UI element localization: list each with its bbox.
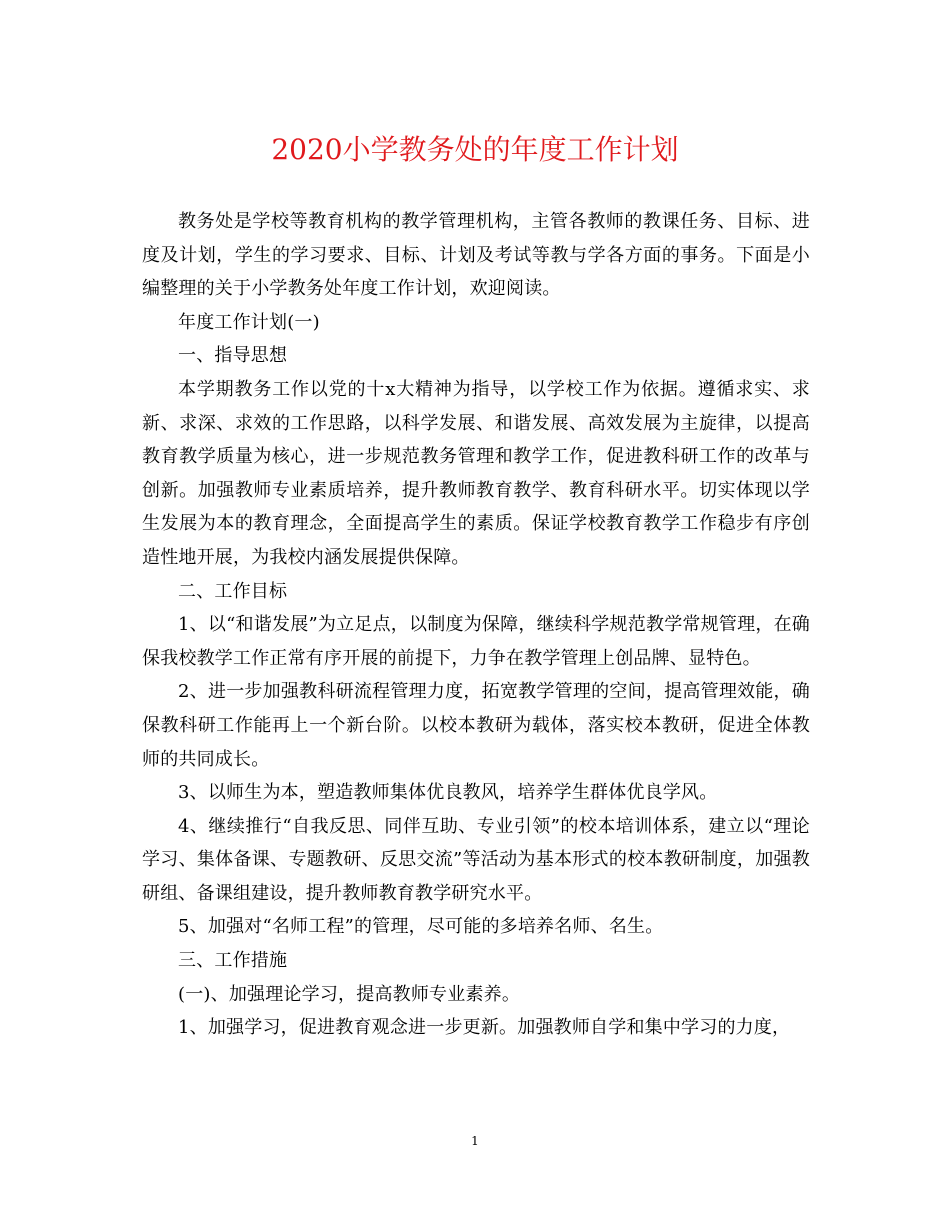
measure-item-1: 1、加强学习，促进教育观念进一步更新。加强教师自学和集中学习的力度， (178, 1017, 791, 1039)
section-heading-work-measures: 三、工作措施 (178, 950, 288, 972)
goal-item-5: 5、加强对“名师工程”的管理，尽可能的多培养名师、名生。 (178, 916, 664, 938)
section-heading-guiding-ideology: 一、指导思想 (178, 345, 288, 367)
document-body (142, 205, 810, 1045)
guiding-ideology-paragraph: 本学期教务工作以党的十x大精神为指导，以学校工作为依据。遵循求实、求新、求深、求效的工作思路，以科学发展、和谐发展、高效发展为主旋律，以提高教育教学质量为核心，进一步规范教务管理和教学工作，促进教科研工作的改革与创新。加强教师专业素质培养，提升教师教育教学、教育科研水平。切实体现以学生发展为本的教育理念，全面提高学生的素质。保证学校教育教学工作稳步有序创造性地开展，为我校内涵发展提供保障。 (142, 378, 810, 568)
page-number: 1 (471, 1134, 479, 1148)
measure-subheading-1: (一)、加强理论学习，提高教师专业素养。 (178, 983, 521, 1005)
goal-item-4: 4、继续推行“自我反思、同伴互助、专业引领”的校本培训体系，建立以“理论学习、集体备课、专题教研、反思交流”等活动为基本形式的校本教研制度，加强教研组、备课组建设，提升教师教育教学研究水平。 (142, 815, 810, 904)
section-heading-work-goals: 二、工作目标 (178, 580, 288, 602)
plan-heading: 年度工作计划(一) (178, 311, 320, 333)
goal-item-2: 2、进一步加强教科研流程管理力度，拓宽教学管理的空间，提高管理效能，确保教科研工作能再上一个新台阶。以校本教研为载体，落实校本教研，促进全体教师的共同成长。 (142, 681, 810, 770)
document-title: 2020小学教务处的年度工作计划 (271, 133, 679, 166)
intro-paragraph: 教务处是学校等教育机构的教学管理机构，主管各教师的教课任务、目标、进度及计划，学生的学习要求、目标、计划及考试等教与学各方面的事务。下面是小编整理的关于小学教务处年度工作计划，欢迎阅读。 (142, 211, 810, 300)
goal-item-3: 3、以师生为本，塑造教师集体优良教风，培养学生群体优良学风。 (178, 782, 718, 804)
goal-item-1: 1、以“和谐发展”为立足点，以制度为保障，继续科学规范教学常规管理，在确保我校教学工作正常有序开展的前提下，力争在教学管理上创品牌、显特色。 (142, 614, 810, 669)
